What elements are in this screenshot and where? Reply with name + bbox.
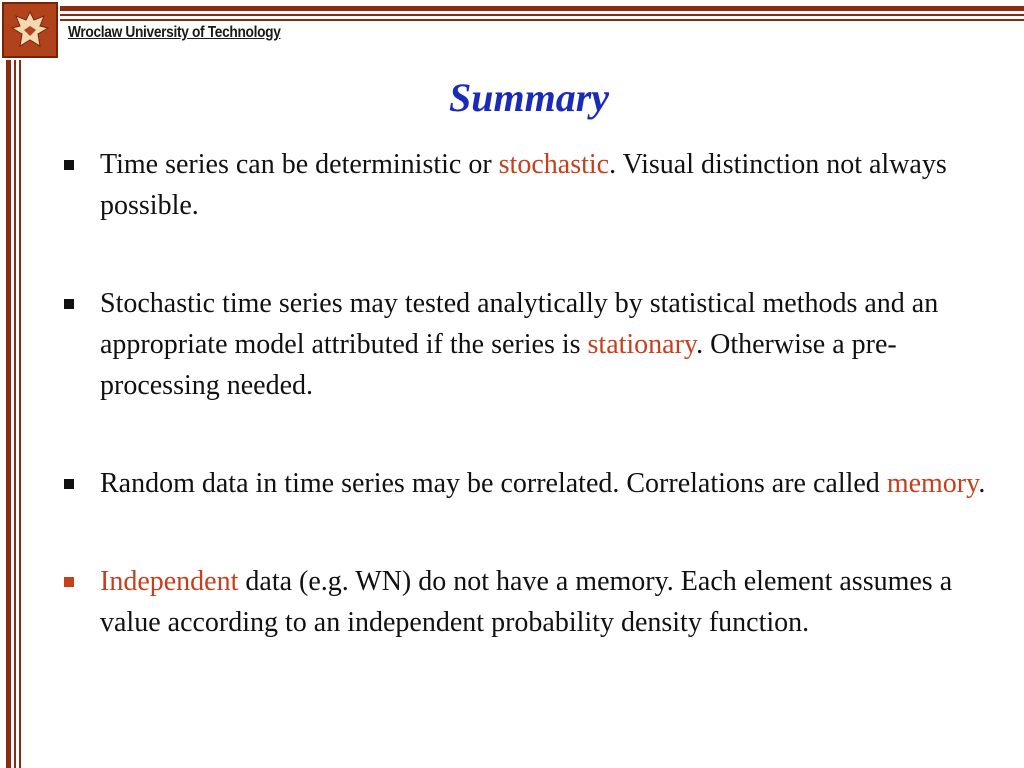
bullet-highlight: Independent	[100, 566, 239, 597]
bullet-item	[62, 283, 992, 406]
bullet-highlight: stationary	[587, 329, 697, 360]
bullet-text: Stochastic time series may tested analytically by statistical methods and an appropriate model attributed if the series is	[100, 288, 939, 360]
bullet-text: Random data in time series may be correlated. Correlations are called	[100, 468, 887, 499]
square-bullet-icon	[64, 160, 74, 170]
bullet-text: . Visual distinction not always possible.	[100, 149, 947, 221]
bullet-text: data (e.g. WN) do not have a memory. Each element assumes a value according to an independent probability density function.	[100, 566, 953, 638]
bullet-item	[62, 561, 992, 643]
square-bullet-icon	[64, 577, 74, 587]
square-bullet-icon	[64, 299, 74, 309]
top-stripe	[60, 19, 1024, 21]
left-stripe	[19, 60, 21, 768]
top-stripe	[60, 14, 1024, 16]
bullet-item	[62, 463, 992, 504]
bullet-highlight: memory	[886, 468, 979, 499]
bullet-text: .	[978, 468, 986, 499]
slide-title: Summary	[448, 75, 610, 120]
top-stripe	[60, 6, 1024, 11]
eagle-crest-icon	[2, 2, 58, 58]
left-stripe	[6, 60, 11, 768]
university-name: Wroclaw University of Technology	[68, 24, 281, 41]
left-stripe	[14, 60, 16, 768]
bullet-item	[62, 144, 992, 226]
square-bullet-icon	[64, 479, 74, 489]
bullet-text: . Otherwise a pre-processing needed.	[100, 329, 897, 401]
bullet-list	[62, 144, 992, 700]
bullet-text: Time series can be deterministic or	[100, 149, 499, 180]
bullet-highlight: stochastic	[498, 149, 610, 180]
